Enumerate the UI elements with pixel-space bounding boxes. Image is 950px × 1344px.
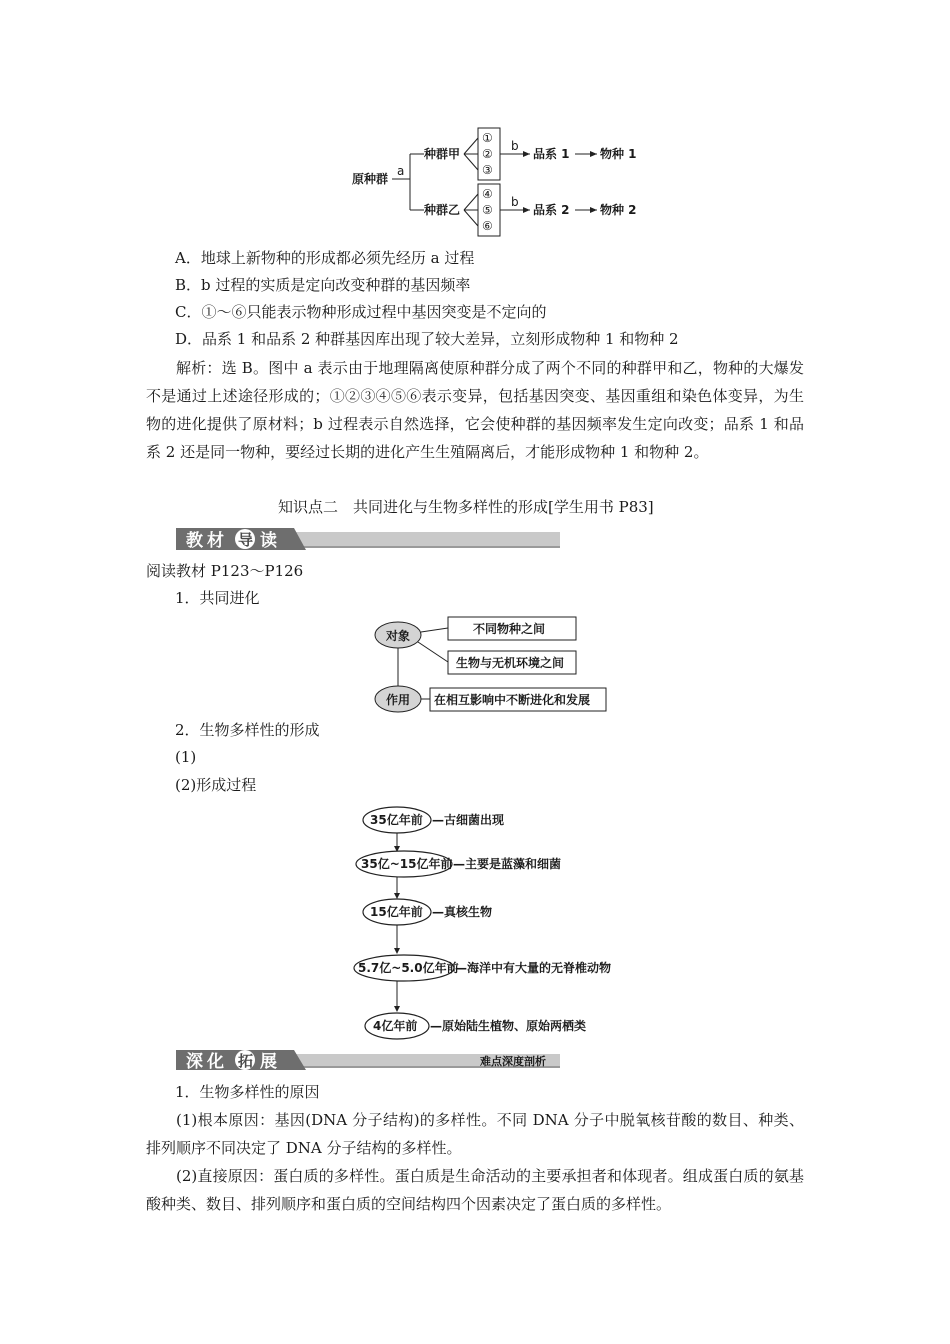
analysis-paragraph: 解析：选 B。图中 a 表示由于地理隔离使原种群分成了两个不同的种群甲和乙，物种的大爆发不是通过上述途径形成的；①②③④⑤⑥表示变异，包括基因突变、基因重组和染色体变异，为生物的进化提供了原材料；b 过程表示自然选择，它会使种群的基因频率发生定向改变；品系 1 和品系 2 还是同一物种，要经过长期的进化产生生殖隔离后，才能形成物种 1 和物种 2。 bbox=[146, 359, 804, 461]
timeline-time-4: 5.7亿~5.0亿年前 bbox=[358, 961, 459, 975]
section-title: 知识点二 共同进化与生物多样性的形成[学生用书 P83] bbox=[278, 498, 654, 516]
object-label: 对象 bbox=[386, 629, 411, 643]
coevolution-diagram bbox=[372, 612, 612, 716]
item-coevolution: 1．共同进化 bbox=[175, 589, 260, 607]
banner2-circle-text: 拓 bbox=[238, 1052, 254, 1070]
option-a: A．地球上新物种的形成都必须先经历 a 过程 bbox=[175, 249, 475, 267]
effect-item: 在相互影响中不断进化和发展 bbox=[434, 693, 591, 707]
edge-a-label: a bbox=[397, 164, 405, 178]
object-item-1: 不同物种之间 bbox=[473, 622, 546, 636]
deep-paragraph-1: (1)根本原因：基因(DNA 分子结构)的多样性。不同 DNA 分子中脱氧核苷酸的数目、种类、排列顺序不同决定了 DNA 分子结构的多样性。 bbox=[146, 1111, 804, 1157]
timeline-desc-1: —古细菌出现 bbox=[432, 813, 505, 827]
banner-deep-extension bbox=[176, 1048, 560, 1072]
banner2-right-text: 展 bbox=[260, 1052, 281, 1072]
item-biodiversity-formation: 2．生物多样性的形成 bbox=[175, 721, 320, 739]
banner2-left-text: 深化 bbox=[186, 1052, 228, 1072]
strain-2-label: 品系 2 bbox=[533, 203, 570, 217]
option-b: B．b 过程的实质是定向改变种群的基因频率 bbox=[175, 276, 471, 294]
banner1-right-text: 读 bbox=[260, 531, 281, 551]
banner1-circle-text: 导 bbox=[238, 531, 254, 549]
edge-b-label-bottom: b bbox=[511, 195, 519, 209]
circled-2: ② bbox=[482, 147, 493, 161]
circled-5: ⑤ bbox=[482, 203, 493, 217]
item-2-1: (1) bbox=[175, 748, 197, 766]
circled-1: ① bbox=[482, 131, 493, 145]
timeline-desc-5: —原始陆生植物、原始两栖类 bbox=[430, 1019, 587, 1033]
timeline-time-1: 35亿年前 bbox=[370, 813, 423, 827]
species-1-label: 物种 1 bbox=[600, 147, 637, 161]
banner2-note: 难点深度剖析 bbox=[480, 1055, 546, 1068]
banner1-left-text: 教材 bbox=[186, 531, 228, 551]
object-item-2: 生物与无机环境之间 bbox=[456, 656, 565, 670]
deep-item-1: 1．生物多样性的原因 bbox=[175, 1083, 320, 1101]
species-2-label: 物种 2 bbox=[600, 203, 637, 217]
effect-label: 作用 bbox=[386, 693, 411, 707]
option-c: C．①～⑥只能表示物种形成过程中基因突变是不定向的 bbox=[175, 303, 547, 321]
timeline-desc-4: —海洋中有大量的无脊椎动物 bbox=[455, 961, 612, 975]
timeline-time-2: 35亿~15亿年前 bbox=[361, 857, 453, 871]
population-yi-label: 种群乙 bbox=[424, 203, 461, 217]
banner-textbook-guide bbox=[176, 526, 560, 552]
circled-6: ⑥ bbox=[482, 219, 493, 233]
circled-4: ④ bbox=[482, 187, 493, 201]
circled-3: ③ bbox=[482, 163, 493, 177]
edge-b-label-top: b bbox=[511, 139, 519, 153]
read-range: 阅读教材 P123～P126 bbox=[146, 562, 304, 580]
origin-population-label: 原种群 bbox=[352, 172, 389, 186]
population-jia-label: 种群甲 bbox=[424, 147, 461, 161]
speciation-diagram bbox=[340, 124, 670, 240]
deep-paragraph-2: (2)直接原因：蛋白质的多样性。蛋白质是生命活动的主要承担者和体现者。组成蛋白质的氨基酸种类、数目、排列顺序和蛋白质的空间结构四个因素决定了蛋白质的多样性。 bbox=[146, 1167, 804, 1213]
timeline-time-5: 4亿年前 bbox=[373, 1019, 418, 1033]
timeline-desc-3: —真核生物 bbox=[432, 905, 493, 919]
timeline-time-3: 15亿年前 bbox=[370, 905, 423, 919]
strain-1-label: 品系 1 bbox=[533, 147, 570, 161]
timeline-desc-2: —主要是蓝藻和细菌 bbox=[453, 857, 562, 871]
item-2-2: (2)形成过程 bbox=[175, 776, 257, 794]
option-d: D．品系 1 和品系 2 种群基因库出现了较大差异，立刻形成物种 1 和物种 2 bbox=[175, 330, 679, 348]
evolution-timeline bbox=[352, 802, 642, 1048]
